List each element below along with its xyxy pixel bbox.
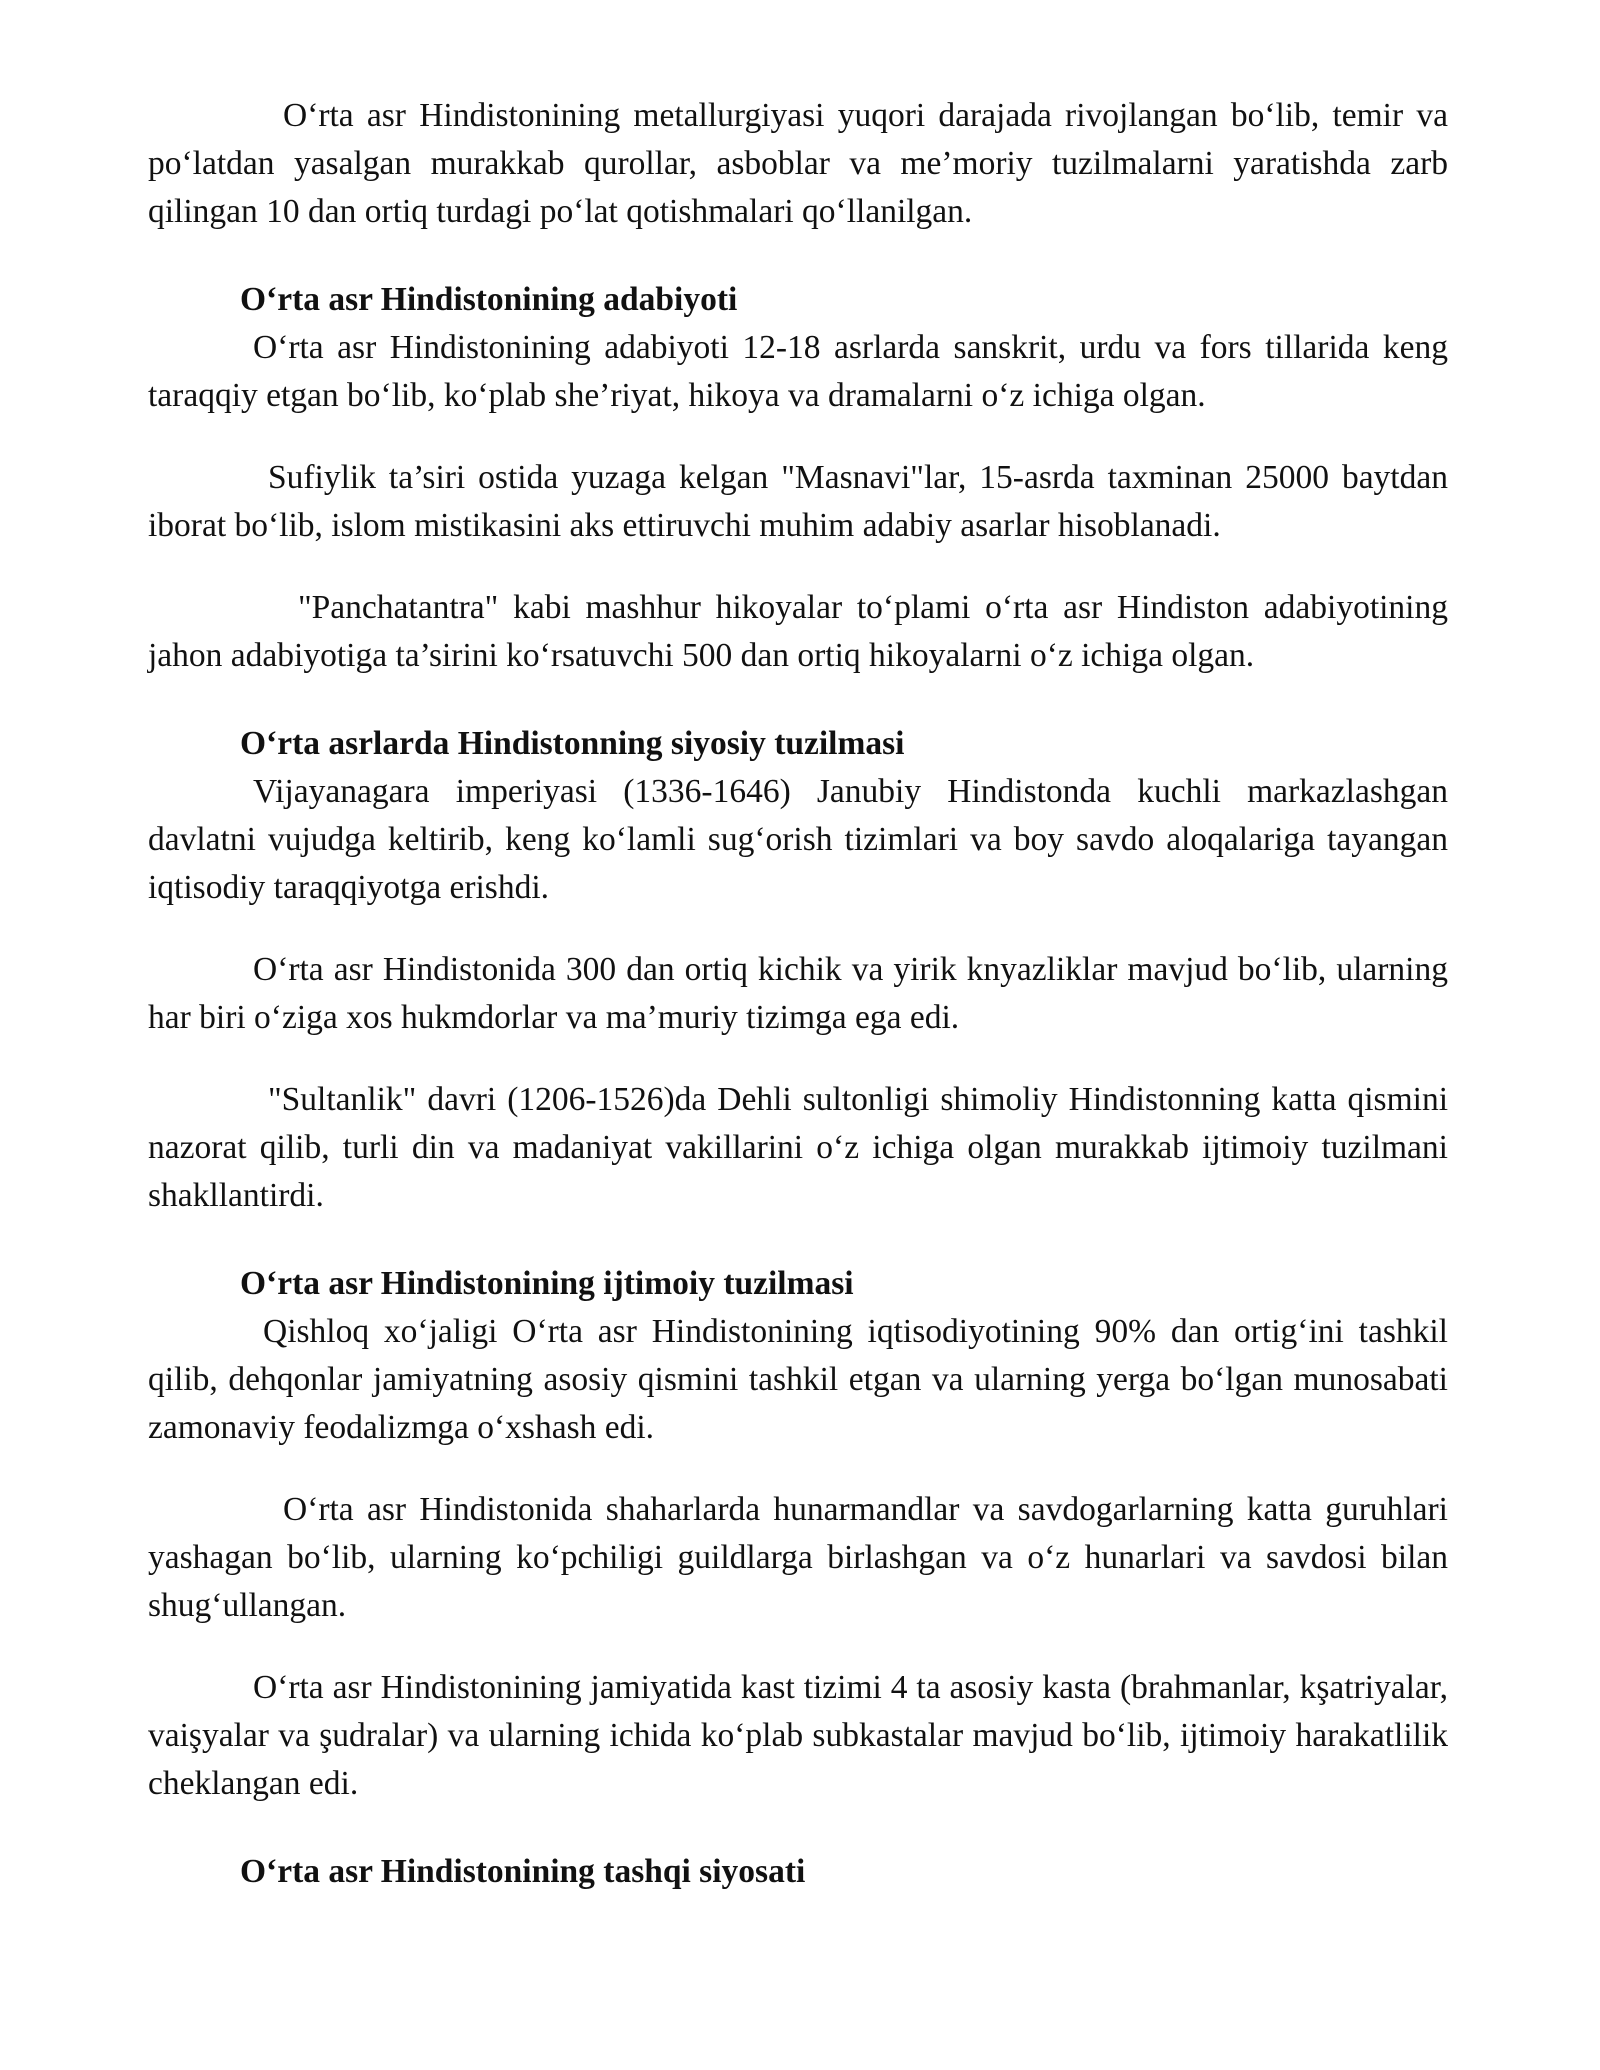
paragraph-principalities: O‘rta asr Hindistonida 300 dan ortiq kichik va yirik knyazliklar mavjud bo‘lib, ularning har biri o‘ziga xos hukmdorlar va ma’muriy tizimga ega edi. bbox=[148, 951, 1448, 1036]
heading-foreign-policy: O‘rta asr Hindistonining tashqi siyosati bbox=[240, 1853, 806, 1890]
heading-literature: O‘rta asr Hindistonining adabiyoti bbox=[240, 281, 738, 318]
paragraph-vijayanagara: Vijayanagara imperiyasi (1336-1646) Janubiy Hindistonda kuchli markazlashgan davlatni vujudga keltirib, keng ko‘lamli sug‘orish tizimlari va boy savdo aloqalariga tayangan iqtisodiy taraqqiyotga erishdi. bbox=[148, 773, 1448, 906]
paragraph-agriculture: Qishloq xo‘jaligi O‘rta asr Hindistonining iqtisodiyotining 90% dan ortig‘ini tashkil qilib, dehqonlar jamiyatning asosiy qismini tashkil etgan va ularning yerga bo‘lgan munosabati zamonaviy feodalizmga o‘xshash edi. bbox=[148, 1313, 1448, 1446]
document-page bbox=[148, 92, 1448, 1896]
paragraph-caste-system: O‘rta asr Hindistonining jamiyatida kast tizimi 4 ta asosiy kasta (brahmanlar, kşatriyalar, vaişyalar va şudralar) va ularning ichida ko‘plab subkastalar mavjud bo‘lib, ijtimoiy harakatlilik cheklangan edi. bbox=[148, 1669, 1448, 1802]
paragraph-panchatantra: "Panchatantra" kabi mashhur hikoyalar to‘plami o‘rta asr Hindiston adabiyotining jahon adabiyotiga ta’sirini ko‘rsatuvchi 500 dan ortiq hikoyalarni o‘z ichiga olgan. bbox=[148, 589, 1448, 674]
heading-society: O‘rta asr Hindistonining ijtimoiy tuzilmasi bbox=[240, 1265, 854, 1302]
paragraph-literature-overview: O‘rta asr Hindistonining adabiyoti 12-18 asrlarda sanskrit, urdu va fors tillarida keng taraqqiy etgan bo‘lib, ko‘plab she’riyat, hikoya va dramalarni o‘z ichiga olgan. bbox=[148, 329, 1448, 414]
paragraph-metallurgy: O‘rta asr Hindistonining metallurgiyasi yuqori darajada rivojlangan bo‘lib, temir va po‘latdan yasalgan murakkab qurollar, asboblar va me’moriy tuzilmalarni yaratishda zarb qilingan 10 dan ortiq turdagi po‘lat qotishmalari qo‘llanilgan. bbox=[148, 97, 1448, 230]
heading-politics: O‘rta asrlarda Hindistonning siyosiy tuzilmasi bbox=[240, 725, 905, 762]
paragraph-masnavi: Sufiylik ta’siri ostida yuzaga kelgan "Masnavi"lar, 15-asrda taxminan 25000 baytdan iborat bo‘lib, islom mistikasini aks ettiruvchi muhim adabiy asarlar hisoblanadi. bbox=[148, 459, 1448, 544]
paragraph-artisans: O‘rta asr Hindistonida shaharlarda hunarmandlar va savdogarlarning katta guruhlari yashagan bo‘lib, ularning ko‘pchiligi guildlarga birlashgan va o‘z hunarlari va savdosi bilan shug‘ullangan. bbox=[148, 1491, 1448, 1624]
paragraph-sultanate: "Sultanlik" davri (1206-1526)da Dehli sultonligi shimoliy Hindistonning katta qismini nazorat qilib, turli din va madaniyat vakillarini o‘z ichiga olgan murakkab ijtimoiy tuzilmani shakllantirdi. bbox=[148, 1081, 1448, 1214]
